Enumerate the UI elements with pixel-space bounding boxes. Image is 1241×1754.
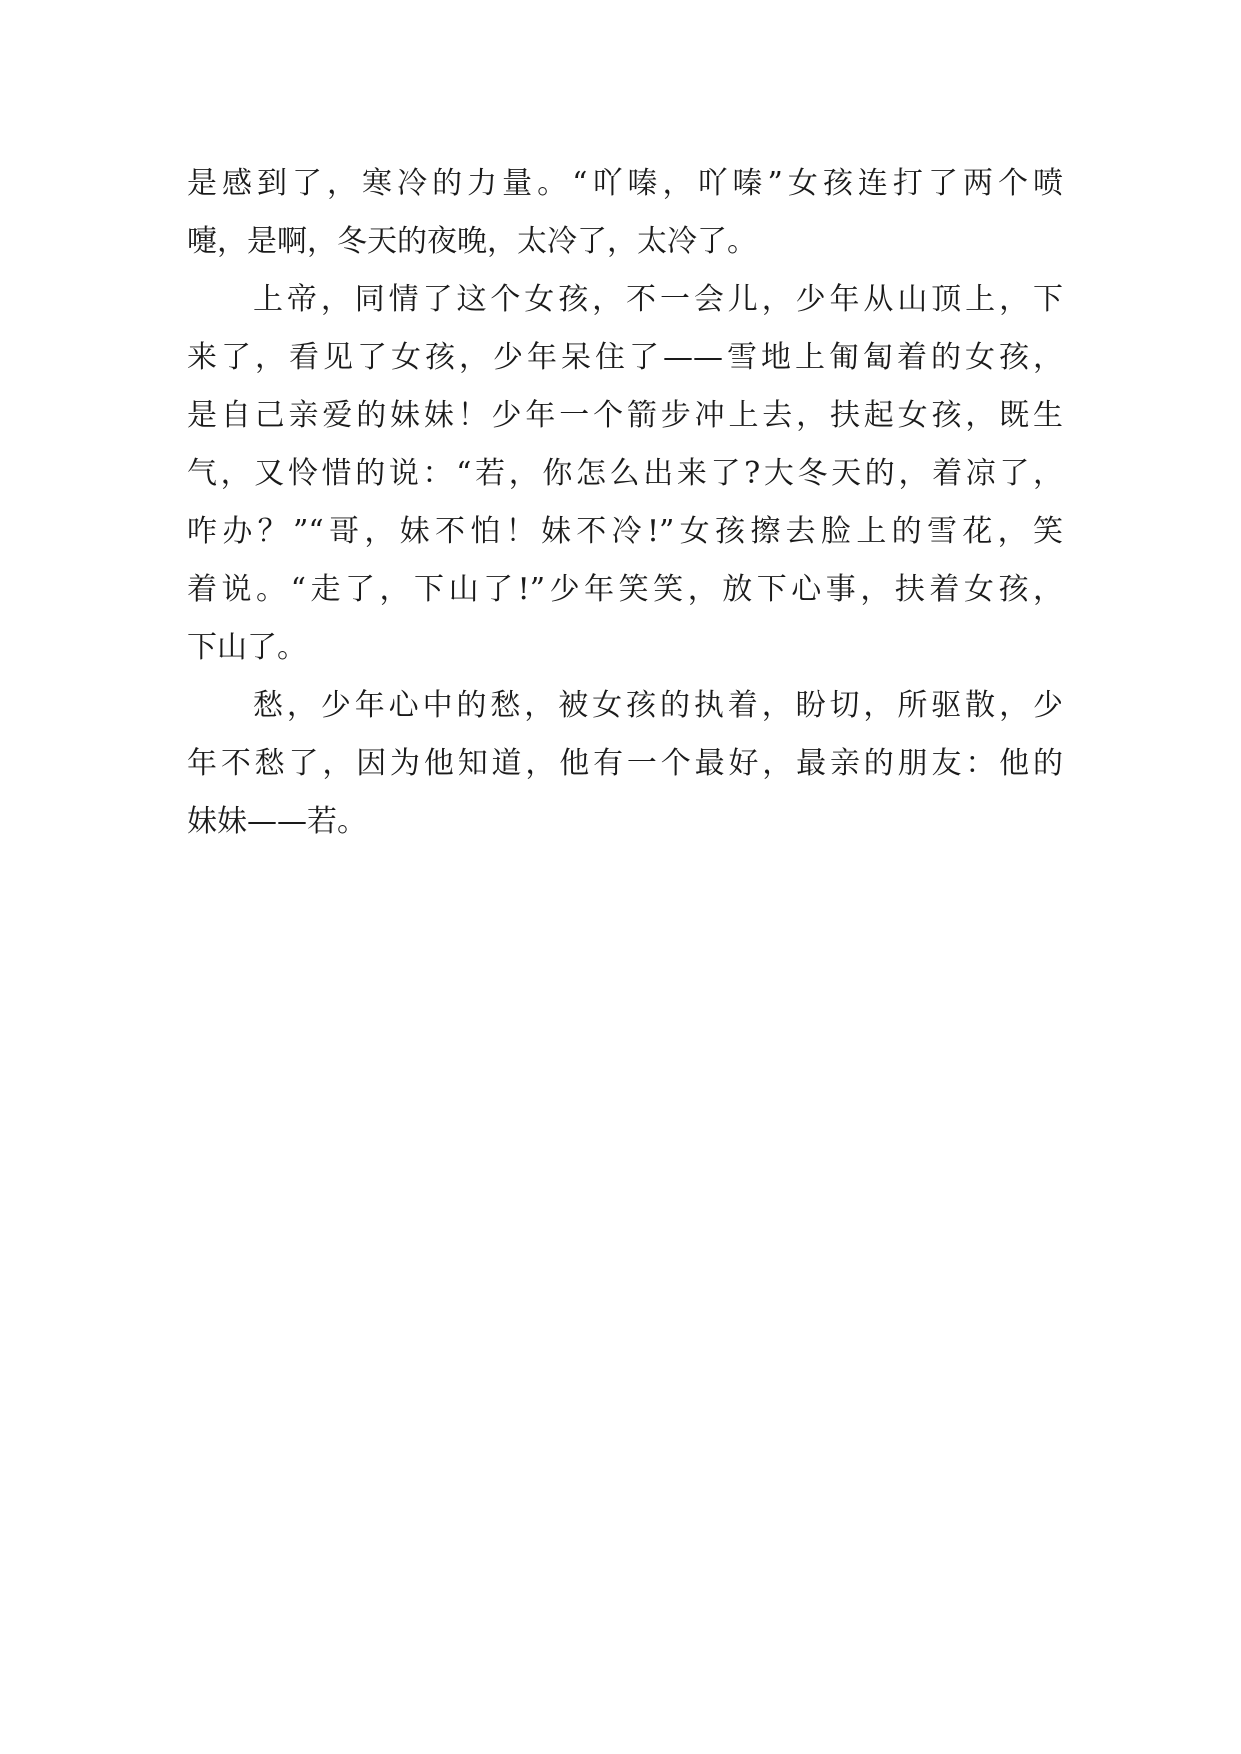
paragraph-3 xyxy=(187,677,1063,851)
text-line: 来了，看见了女孩，少年呆住了——雪地上匍匐着的女孩， xyxy=(187,340,1063,375)
document-body xyxy=(187,155,1063,851)
text-line: 着说。“走了，下山了!”少年笑笑，放下心事，扶着女孩， xyxy=(187,572,1063,607)
text-line: 是感到了，寒冷的力量。“吖嗪，吖嗪”女孩连打了两个喷 xyxy=(187,166,1063,201)
text-line: 嚏，是啊，冬天的夜晚，太冷了，太冷了。 xyxy=(187,224,757,259)
paragraph-1 xyxy=(187,155,1063,271)
text-line: 咋办？”“哥，妹不怕！妹不冷!”女孩擦去脸上的雪花，笑 xyxy=(187,514,1063,549)
text-line: 下山了。 xyxy=(187,630,307,665)
text-line: 妹妹——若。 xyxy=(187,804,367,839)
text-line: 上帝，同情了这个女孩，不一会儿，少年从山顶上，下 xyxy=(253,282,1063,317)
paragraph-2 xyxy=(187,271,1063,677)
text-line: 愁，少年心中的愁，被女孩的执着，盼切，所驱散，少 xyxy=(253,688,1063,723)
text-line: 是自己亲爱的妹妹！少年一个箭步冲上去，扶起女孩，既生 xyxy=(187,398,1063,433)
text-line: 年不愁了，因为他知道，他有一个最好，最亲的朋友：他的 xyxy=(187,746,1063,781)
text-line: 气，又怜惜的说：“若，你怎么出来了?大冬天的，着凉了， xyxy=(187,456,1063,491)
